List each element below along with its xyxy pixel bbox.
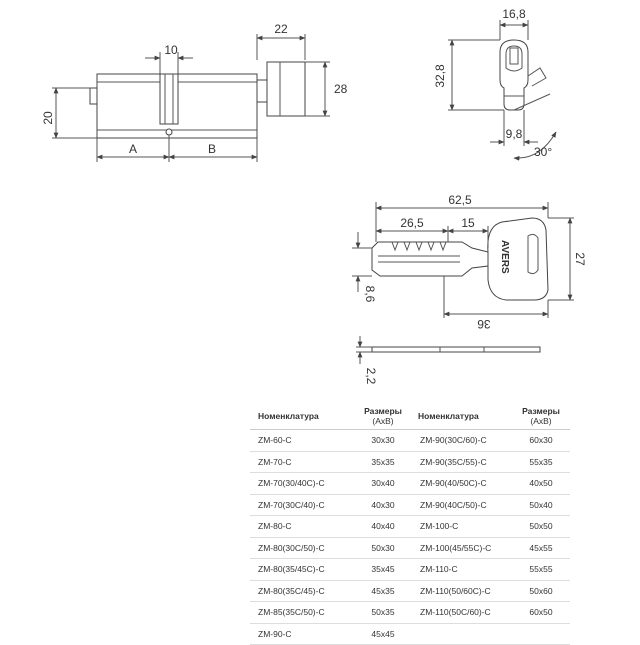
product-name: ZM-85(35C/50)-C	[250, 602, 354, 624]
dim-16-8: 16,8	[502, 7, 526, 21]
header-name-right: Номенклатура	[412, 403, 512, 430]
dim-27: 27	[573, 252, 587, 266]
dim-32-8: 32,8	[433, 64, 447, 88]
product-size: 55x55	[512, 559, 570, 581]
product-size: 60x30	[512, 430, 570, 452]
product-name: ZM-80(30C/50)-C	[250, 537, 354, 559]
dim-15: 15	[461, 216, 475, 230]
dim-8-6: 8,6	[363, 285, 377, 303]
product-size: 30x30	[354, 430, 412, 452]
dim-26-5: 26,5	[400, 216, 424, 230]
product-size: 30x40	[354, 473, 412, 495]
table-row	[250, 580, 570, 602]
product-size: 40x40	[354, 516, 412, 538]
header-name-left: Номенклатура	[250, 403, 354, 430]
product-size: 55x35	[512, 451, 570, 473]
product-name: ZM-100-C	[412, 516, 512, 538]
header-size-left: Размеры (АхВ)	[354, 403, 412, 430]
dim-20: 20	[41, 111, 55, 125]
table-row	[250, 623, 570, 645]
cylinder-side-view	[41, 22, 348, 162]
product-name: ZM-90(35C/55)-C	[412, 451, 512, 473]
product-name: ZM-60-C	[250, 430, 354, 452]
product-size: 35x45	[354, 559, 412, 581]
dim-b: B	[207, 142, 217, 156]
table-row	[250, 559, 570, 581]
product-size	[512, 623, 570, 645]
table-row	[250, 494, 570, 516]
product-name: ZM-80(35C/45)-C	[250, 580, 354, 602]
dim-angle: 30°	[534, 145, 553, 159]
dim-a: A	[128, 142, 138, 156]
product-size: 50x40	[512, 494, 570, 516]
product-name: ZM-70(30/40C)-C	[250, 473, 354, 495]
product-size: 50x50	[512, 516, 570, 538]
product-size: 45x55	[512, 537, 570, 559]
product-name: ZM-90(40/50C)-C	[412, 473, 512, 495]
dim-62-5: 62,5	[448, 193, 472, 207]
product-size: 40x30	[354, 494, 412, 516]
spec-table	[250, 403, 570, 645]
table-row	[250, 537, 570, 559]
table-header-row	[250, 403, 570, 430]
key-brand-logo: AVERS	[499, 240, 510, 274]
dim-28: 28	[334, 82, 348, 96]
product-name: ZM-110(50C/60)-C	[412, 602, 512, 624]
product-name: ZM-110(50/60C)-C	[412, 580, 512, 602]
product-name: ZM-80(35/45C)-C	[250, 559, 354, 581]
product-name: ZM-70(30C/40)-C	[250, 494, 354, 516]
product-size: 60x50	[512, 602, 570, 624]
table-row	[250, 430, 570, 452]
product-size: 50x60	[512, 580, 570, 602]
key-thickness-view	[356, 336, 540, 385]
product-name: ZM-90(40C/50)-C	[412, 494, 512, 516]
table-row	[250, 473, 570, 495]
product-name: ZM-80-C	[250, 516, 354, 538]
product-name: ZM-90-C	[250, 623, 354, 645]
cylinder-end-view	[433, 7, 556, 159]
product-name: ZM-100(45/55C)-C	[412, 537, 512, 559]
product-size: 45x45	[354, 623, 412, 645]
product-size: 40x50	[512, 473, 570, 495]
product-size: 35x35	[354, 451, 412, 473]
key-drawing	[352, 193, 587, 331]
product-name: ZM-110-C	[412, 559, 512, 581]
dim-9-8: 9,8	[505, 127, 523, 141]
product-name: ZM-70-C	[250, 451, 354, 473]
header-size-right: Размеры (АхВ)	[512, 403, 570, 430]
table-row	[250, 451, 570, 473]
product-size: 50x35	[354, 602, 412, 624]
dim-22: 22	[274, 22, 288, 36]
product-name: ZM-90(30C/60)-C	[412, 430, 512, 452]
product-name	[412, 623, 512, 645]
dim-36: 36	[477, 317, 491, 331]
table-row	[250, 516, 570, 538]
dim-2-2: 2,2	[364, 367, 378, 385]
product-size: 45x35	[354, 580, 412, 602]
product-size: 50x30	[354, 537, 412, 559]
table-row	[250, 602, 570, 624]
dim-10: 10	[164, 43, 178, 57]
